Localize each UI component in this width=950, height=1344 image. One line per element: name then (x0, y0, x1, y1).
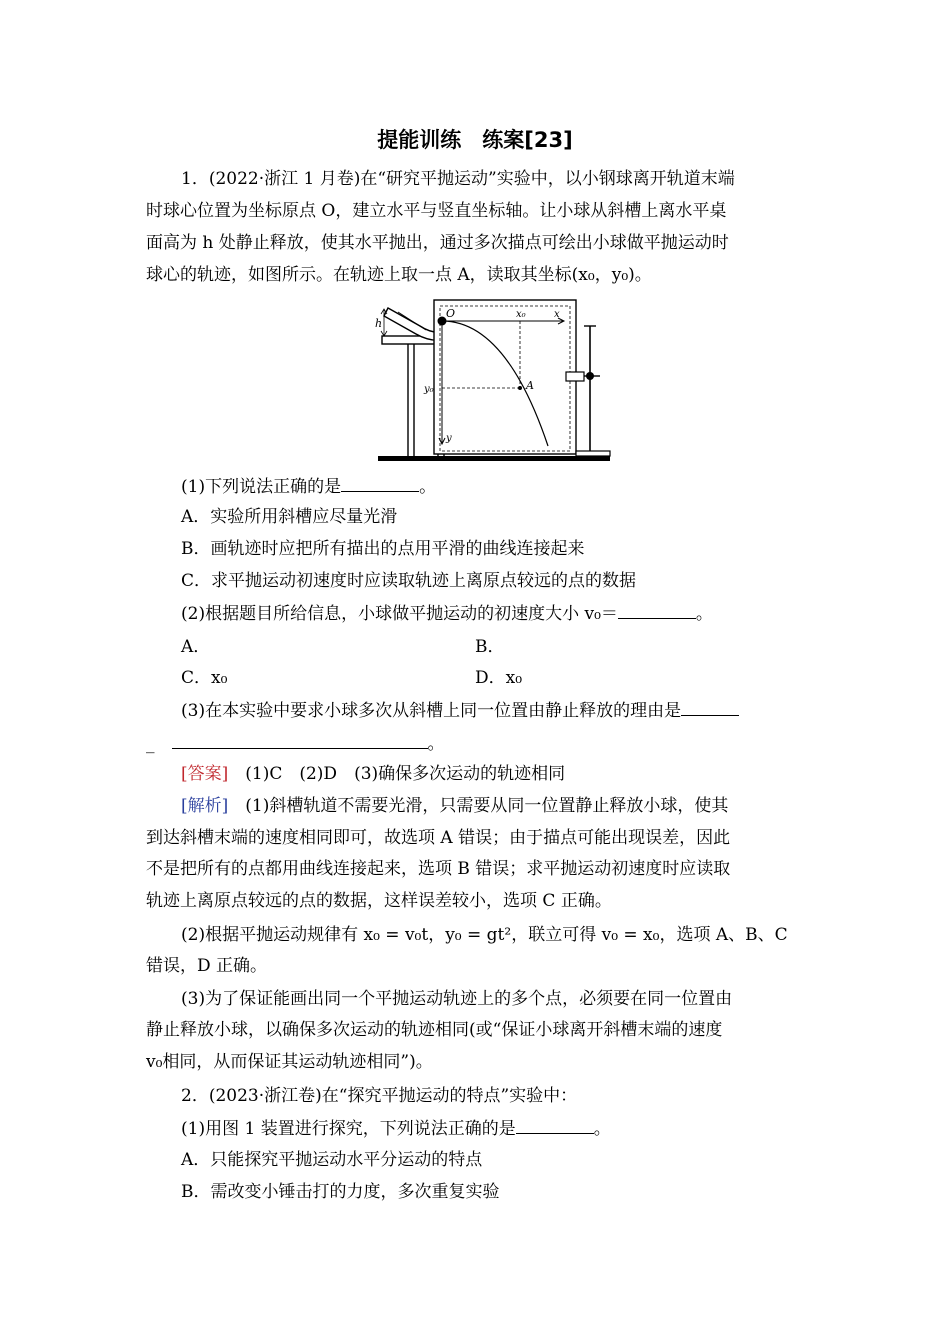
analysis-line-5: (2)根据平抛运动规律有 x₀ = v₀t，y₀ = gt²，联立可得 v₀ = x₀，选项 A、B、C (181, 925, 788, 945)
q2-sub1: (1)用图 1 装置进行探究，下列说法正确的是 。 (181, 1119, 611, 1139)
q1-sub2-option-B: B． (475, 637, 505, 657)
label-y0: y₀ (424, 384, 434, 395)
analysis-line-1: [解析] (1)斜槽轨道不需要光滑，只需要从同一位置静止释放小球，使其 (181, 796, 729, 816)
q1-sub2-option-D: D．x₀ (475, 668, 523, 688)
q1-option-B: B．画轨迹时应把所有描出的点用平滑的曲线连接起来 (181, 539, 585, 559)
q1-sub2-option-A: A． (181, 637, 211, 657)
q2-option-B: B．需改变小锤击打的力度，多次重复实验 (181, 1182, 500, 1202)
label-y: y (446, 433, 452, 444)
answer-blank-q2[interactable] (516, 1117, 594, 1134)
ground-base (378, 456, 610, 461)
analysis-line-7: (3)为了保证能画出同一个平抛运动轨迹上的多个点，必须要在同一位置由 (181, 989, 733, 1009)
analysis-line-2: 到达斜槽末端的速度相同即可，故选项 A 错误；由于描点可能出现误差，因此 (146, 828, 731, 848)
q1-sub2-option-C: C．x₀ (181, 668, 228, 688)
label-O: O (446, 307, 456, 320)
q2-option-A: A．只能探究平抛运动水平分运动的特点 (181, 1150, 483, 1170)
answer-line: [答案] (1)C (2)D (3)确保多次运动的轨迹相同 (181, 764, 566, 784)
q1-option-A: A．实验所用斜槽应尽量光滑 (181, 507, 398, 527)
label-x0: x₀ (516, 309, 526, 320)
answer-blank-3b[interactable] (172, 732, 428, 749)
answer-blank-1[interactable] (341, 475, 419, 492)
label-x: x (554, 309, 560, 320)
q1-option-C: C．求平抛运动初速度时应读取轨迹上离原点较远的点的数据 (181, 571, 637, 591)
analysis-line-4: 轨迹上离原点较远的点的数据，这样误差较小，选项 C 正确。 (146, 891, 612, 911)
answer-blank-2[interactable] (618, 602, 696, 619)
label-h: h (375, 317, 383, 330)
q1-line-4: 球心的轨迹，如图所示。在轨迹上取一点 A，读取其坐标(x₀，y₀)。 (146, 265, 652, 285)
q1-line-1: 1．(2022·浙江 1 月卷)在“研究平抛运动”实验中，以小钢球离开轨道末端 (181, 169, 735, 189)
stand-clamp (566, 372, 584, 381)
analysis-line-6: 错误，D 正确。 (146, 956, 268, 976)
board-outer (434, 300, 576, 454)
analysis-line-9: v₀相同，从而保证其运动轨迹相同”)。 (146, 1052, 433, 1072)
analysis-label: [解析] (181, 796, 229, 816)
answer-blank-3a[interactable] (681, 699, 739, 716)
page-title: 提能训练 练案[23] (377, 128, 573, 152)
q1-sub3: (3)在本实验中要求小球多次从斜槽上同一位置由静止释放的理由是 (181, 699, 739, 722)
label-A: A (526, 379, 534, 392)
q1-line-3: 面高为 h 处静止释放，使其水平抛出，通过多次描点可绘出小球做平抛运动时 (146, 233, 729, 253)
q1-line-2: 时球心位置为坐标原点 O，建立水平与竖直坐标轴。让小球从斜槽上离水平桌 (146, 201, 727, 221)
stand-base (576, 451, 610, 456)
q1-sub3-cont: _ 。 (146, 734, 445, 754)
answer-label: [答案] (181, 764, 229, 784)
analysis-line-3: 不是把所有的点都用曲线连接起来，选项 B 错误；求平抛运动初速度时应读取 (146, 859, 731, 879)
analysis-line-8: 静止释放小球，以确保多次运动的轨迹相同(或“保证小球离开斜槽末端的速度 (146, 1020, 723, 1040)
projectile-apparatus-figure (368, 296, 618, 468)
q2-line-1: 2．(2023·浙江卷)在“探究平抛运动的特点”实验中： (181, 1086, 578, 1106)
point-A (518, 386, 522, 390)
q1-sub1: (1)下列说法正确的是 。 (181, 477, 437, 497)
q1-sub2: (2)根据题目所给信息，小球做平抛运动的初速度大小 v₀＝ 。 (181, 604, 713, 624)
